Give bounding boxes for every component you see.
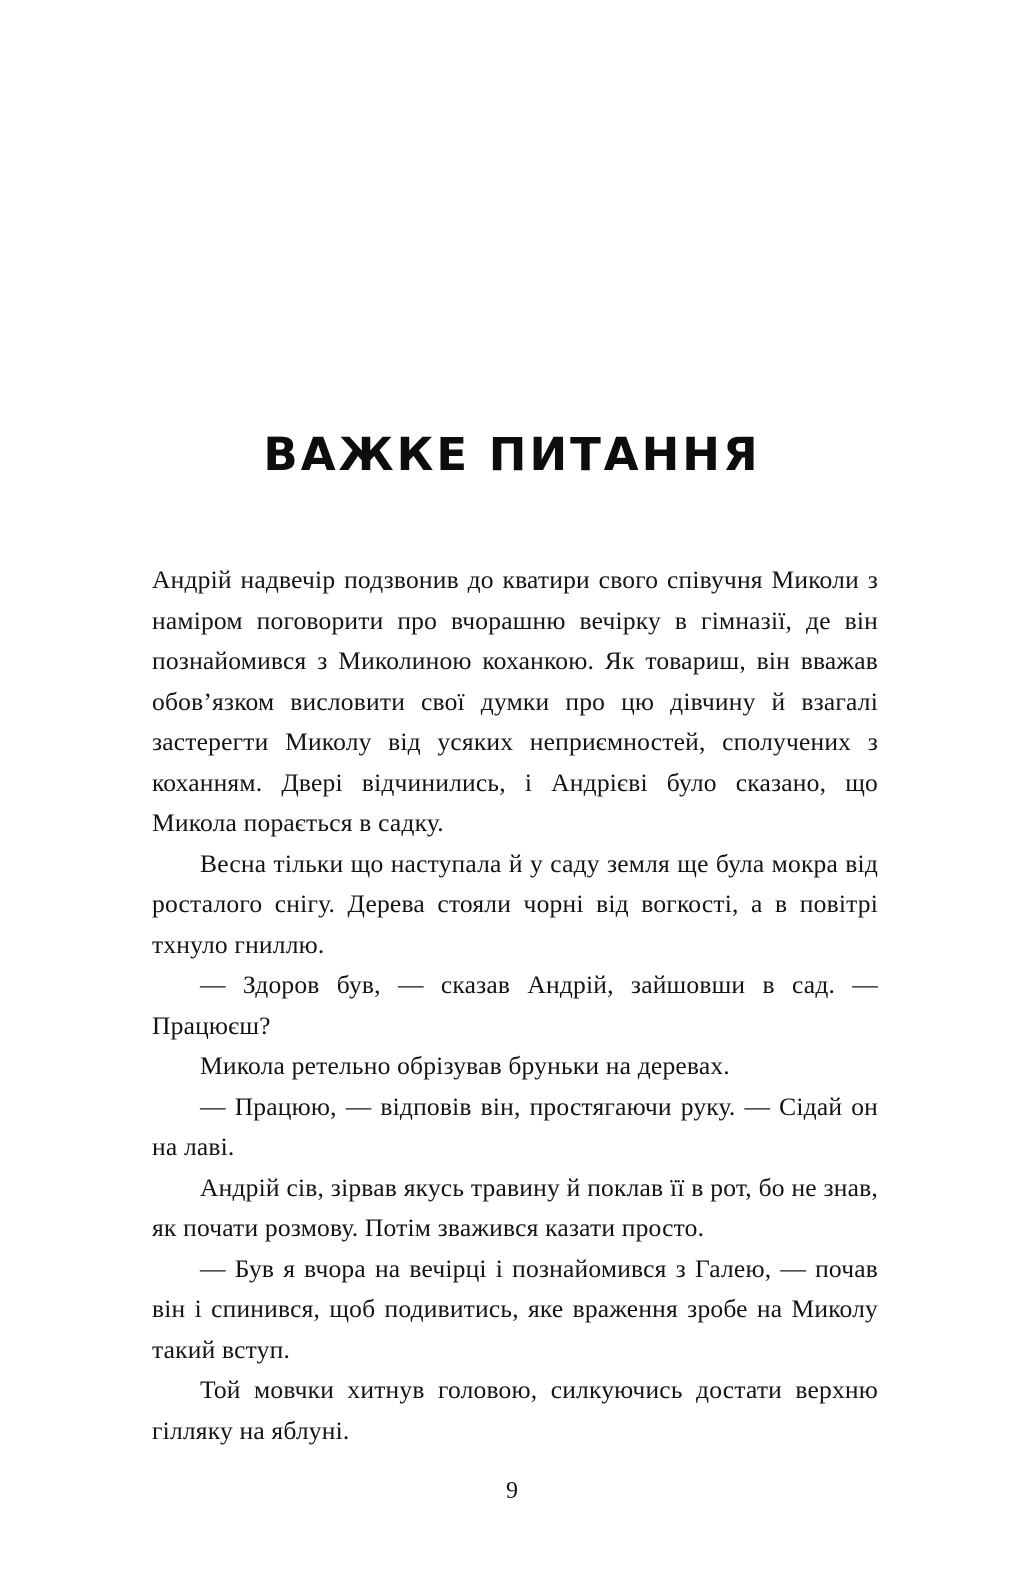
page-title: ВАЖКЕ ПИТАННЯ — [263, 428, 761, 482]
paragraph: Микола ретельно обрізував бруньки на деревах. — [200, 1051, 730, 1080]
paragraph: — Був я вчора на вечірці і познайомився з Галею, — почав він і спинився, щоб подивитись, яке враження зробе на Миколу такий вступ. — [152, 1253, 878, 1364]
paragraph: Андрій надвечір подзвонив до кватири свого співучня Миколи з наміром поговорити про вчорашню вечірку в гімназії, де він познайомився з Миколиною коханкою. Як товариш, він вважав обов’язком висловити свої думки про цю дівчину й взагалі застерегти Миколу від усяких неприємностей, сполучених з коханням. Двері відчинились, і Андрієві було сказано, що Микола порається в садку. — [152, 565, 878, 837]
paragraph: — Працюю, — відповів він, простягаючи руку. — Сідай он на лаві. — [152, 1091, 878, 1161]
paragraph: — Здоров був, — сказав Андрій, зайшовши в сад. — Працюєш? — [152, 970, 878, 1040]
body-text — [152, 560, 878, 1451]
paragraph: Весна тільки що наступала й у саду земля ще була мокра від росталого снігу. Дерева стояли чорні від вогкості, а в повітрі тхнуло гниллю. — [152, 848, 878, 959]
page-number: 9 — [506, 1478, 518, 1504]
paragraph: Той мовчки хитнув головою, силкуючись достати верхню гілляку на яблуні. — [152, 1375, 878, 1445]
paragraph: Андрій сів, зірвав якусь травину й поклав її в рот, бо не знав, як почати розмову. Потім зважився казати просто. — [152, 1172, 878, 1242]
